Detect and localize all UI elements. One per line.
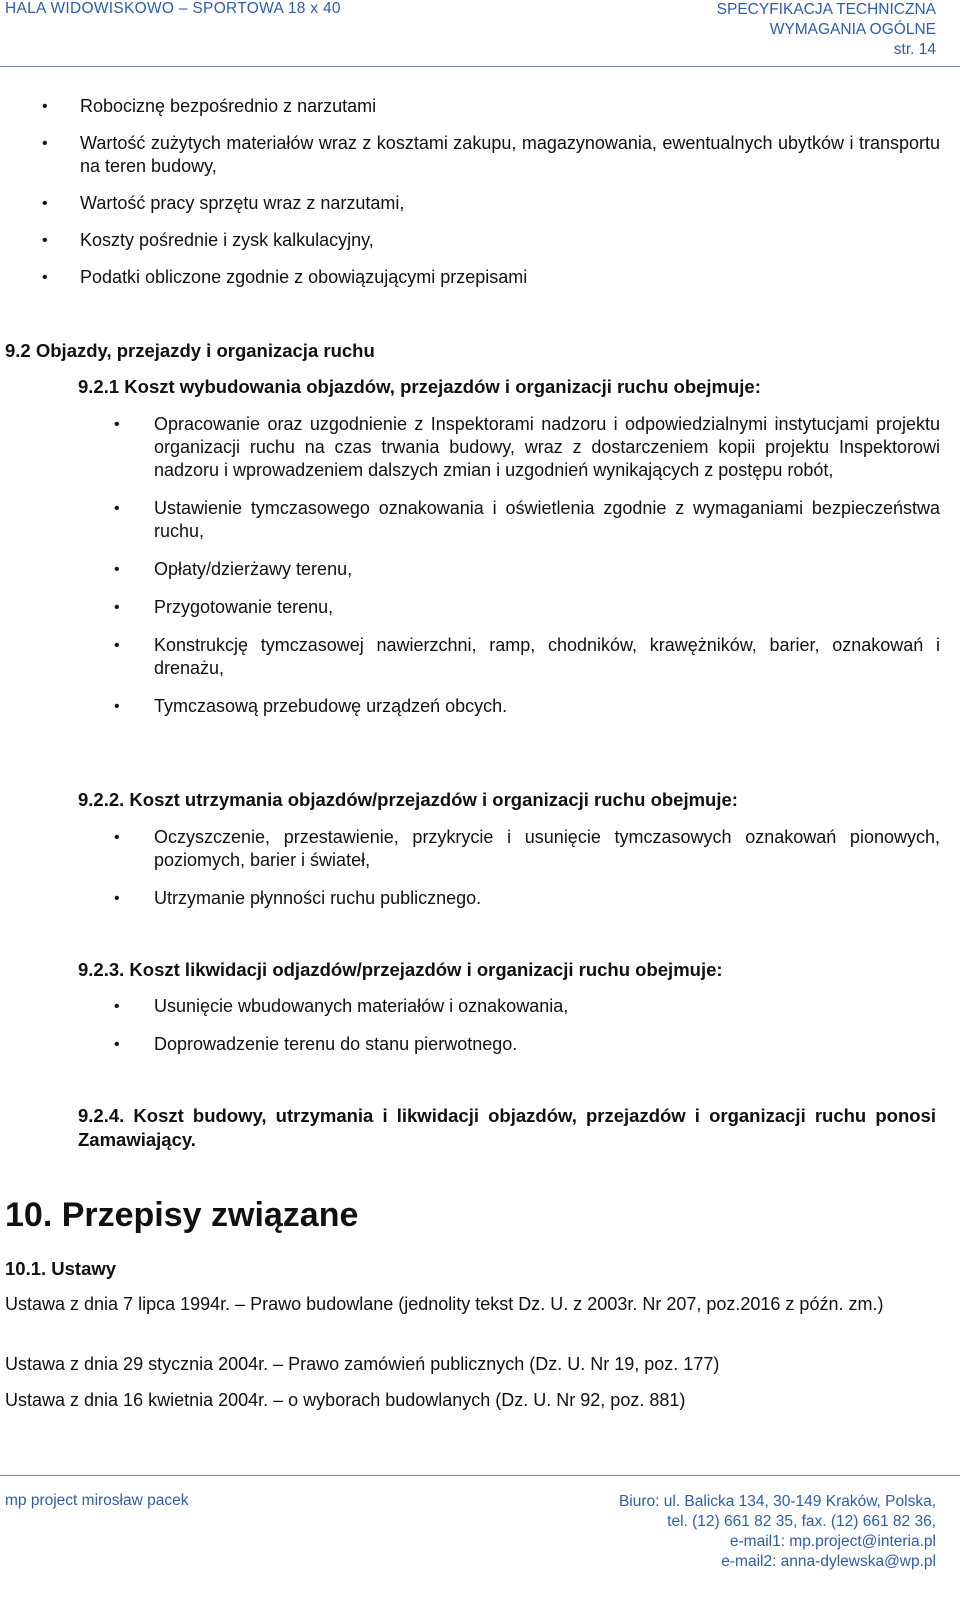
list-item: • Podatki obliczone zgodnie z obowiązującymi przepisami bbox=[80, 266, 940, 289]
list-item: • Przygotowanie terenu, bbox=[154, 596, 940, 619]
footer-divider bbox=[0, 1475, 960, 1476]
section-9-2-2-list bbox=[154, 826, 940, 925]
section-9-2-3-list bbox=[154, 995, 940, 1071]
list-item: • Robociznę bezpośrednio z narzutami bbox=[80, 95, 940, 118]
section-9-2-3-heading: 9.2.3. Koszt likwidacji odjazdów/przejazdów i organizacji ruchu obejmuje: bbox=[78, 959, 723, 980]
section-10-1-heading: 10.1. Ustawy bbox=[5, 1258, 117, 1279]
header-spec-block bbox=[717, 0, 936, 60]
section-9-2-4-heading: 9.2.4. Koszt budowy, utrzymania i likwidacji objazdów, przejazdów i organizacji ruchu ponosi Zamawiający. bbox=[78, 1105, 936, 1150]
header-spec-title: SPECYFIKACJA TECHNICZNA bbox=[716, 1, 936, 18]
footer-contact-block bbox=[619, 1492, 936, 1572]
list-item: • Utrzymanie płynności ruchu publicznego. bbox=[154, 887, 940, 910]
footer-email-2: e-mail2: anna-dylewska@wp.pl bbox=[721, 1553, 936, 1570]
section-9-2-1-heading: 9.2.1 Koszt wybudowania objazdów, przejazdów i organizacji ruchu obejmuje: bbox=[78, 376, 761, 397]
list-item: • Opracowanie oraz uzgodnienie z Inspektorami nadzoru i odpowiedzialnymi instytucjami projektu organizacji ruchu na czas trwania budowy, wraz z dostarczeniem kopii projektu Inspektorowi nadzoru i wprowadzeniem dalszych zmian i uzgodnień wynikających z postępu robót, bbox=[154, 413, 940, 482]
list-item: • Wartość zużytych materiałów wraz z kosztami zakupu, magazynowania, ewentualnych ubytków i transportu na teren budowy, bbox=[80, 132, 940, 178]
footer-email-1: e-mail1: mp.project@interia.pl bbox=[729, 1533, 936, 1550]
header-project-title: HALA WIDOWISKOWO – SPORTOWA 18 x 40 bbox=[5, 0, 341, 17]
list-item: • Usunięcie wbudowanych materiałów i oznakowania, bbox=[154, 995, 940, 1018]
header-spec-subtitle: WYMAGANIA OGÓLNE bbox=[769, 21, 936, 38]
list-item: • Konstrukcję tymczasowej nawierzchni, ramp, chodników, krawężników, barier, oznakowań i drenażu, bbox=[154, 634, 940, 680]
list-item: • Oczyszczenie, przestawienie, przykrycie i usunięcie tymczasowych oznakowań pionowych, poziomych, barier i świateł, bbox=[154, 826, 940, 872]
footer-phone: tel. (12) 661 82 35, fax. (12) 661 82 36, bbox=[667, 1513, 936, 1530]
section-10-heading: 10. Przepisy związane bbox=[5, 1196, 359, 1234]
law-entry: Ustawa z dnia 16 kwietnia 2004r. – o wyborach budowlanych (Dz. U. Nr 92, poz. 881) bbox=[5, 1390, 686, 1410]
list-item: • Wartość pracy sprzętu wraz z narzutami, bbox=[80, 192, 940, 215]
list-item: • Doprowadzenie terenu do stanu pierwotnego. bbox=[154, 1033, 940, 1056]
list-item: • Koszty pośrednie i zysk kalkulacyjny, bbox=[80, 229, 940, 252]
law-entry: Ustawa z dnia 29 stycznia 2004r. – Prawo zamówień publicznych (Dz. U. Nr 19, poz. 177) bbox=[5, 1354, 720, 1374]
header-divider bbox=[0, 66, 960, 67]
section-9-2-heading: 9.2 Objazdy, przejazdy i organizacja ruchu bbox=[5, 340, 375, 361]
intro-bullet-list bbox=[80, 95, 940, 303]
footer-company: mp project mirosław pacek bbox=[5, 1492, 189, 1509]
list-item: • Opłaty/dzierżawy terenu, bbox=[154, 558, 940, 581]
page-number: str. 14 bbox=[893, 41, 936, 58]
list-item: • Tymczasową przebudowę urządzeń obcych. bbox=[154, 695, 940, 718]
law-entry: Ustawa z dnia 7 lipca 1994r. – Prawo budowlane (jednolity tekst Dz. U. z 2003r. Nr 207, poz.2016 z późn. zm.) bbox=[5, 1294, 884, 1314]
section-9-2-1-list bbox=[154, 413, 940, 733]
section-9-2-2-heading: 9.2.2. Koszt utrzymania objazdów/przejazdów i organizacji ruchu obejmuje: bbox=[78, 789, 738, 810]
footer-address: Biuro: ul. Balicka 134, 30-149 Kraków, Polska, bbox=[618, 1493, 936, 1510]
list-item: • Ustawienie tymczasowego oznakowania i oświetlenia zgodnie z wymaganiami bezpieczeństwa ruchu, bbox=[154, 497, 940, 543]
